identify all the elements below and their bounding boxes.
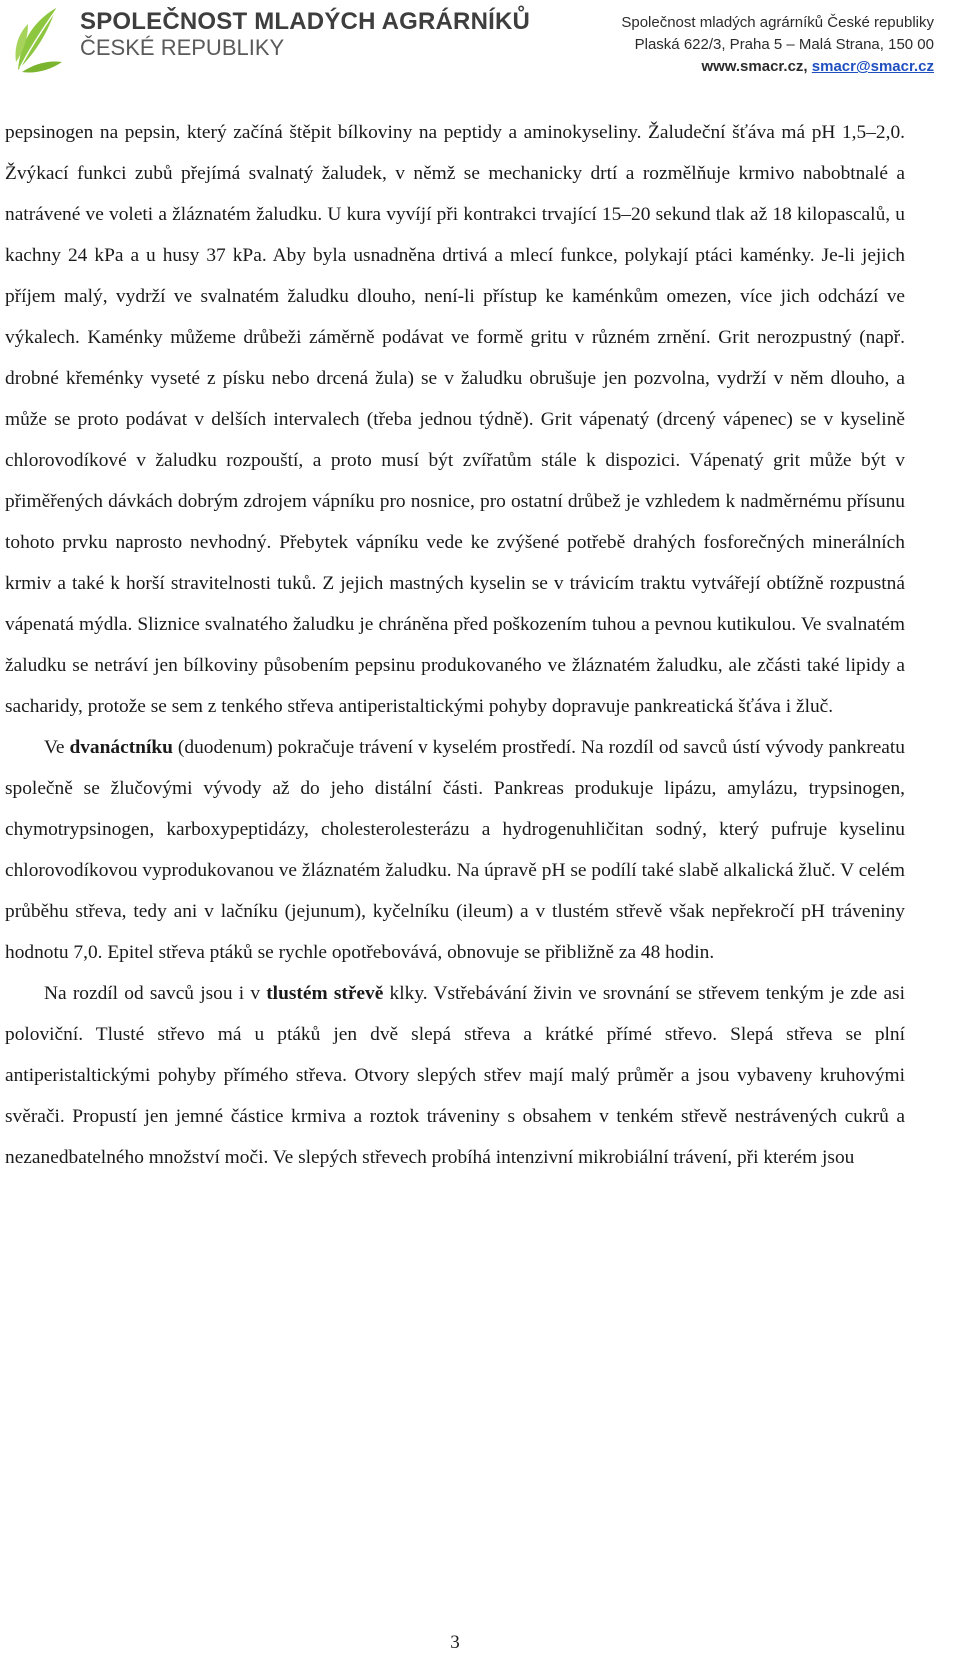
website-text: www.smacr.cz, <box>701 58 808 75</box>
wheat-leaf-logo-icon <box>10 4 66 74</box>
paragraph-stomach <box>5 112 905 727</box>
bold-term: dvanáctníku <box>69 737 173 758</box>
contact-address: Plaská 622/3, Praha 5 – Malá Strana, 150 00 <box>634 36 934 53</box>
paragraph-text: Ve <box>44 737 70 758</box>
paragraph-duodenum <box>5 727 905 973</box>
paragraph-text: (duodenum) pokračuje trávení v kyselém prostředí. Na rozdíl od savců ústí vývody pankreatu společně se žlučovými vývody až do jeho distální části. Pankreas produkuje lipázu, amylázu, trypsinogen, chymotrypsinogen, karboxypeptidázy, cholesterolesterázu a hydrogenuhličitan sodný, který pufruje kyselinu chlorovodíkovou vyprodukovanou ve žláznatém žaludku. Na úpravě pH se podílí také slabě alkalická žluč. V celém průběhu střeva, tedy ani v lačníku (jejunum), kyčelníku (ileum) a v tlustém střevě však nepřekročí pH tráveniny hodnotu 7,0. Epitel střeva ptáků se rychle opotřebovává, obnovuje se přibližně za 48 hodin. <box>5 737 905 963</box>
org-name-line2: ČESKÉ REPUBLIKY <box>80 35 285 60</box>
contact-block <box>621 12 934 78</box>
paragraph-large-intestine <box>5 973 905 1178</box>
bold-term: tlustém střevě <box>266 983 384 1004</box>
paragraph-text: Na rozdíl od savců jsou i v <box>44 983 267 1004</box>
paragraph-text: klky. Vstřebávání živin ve srovnání se střevem tenkým je zde asi poloviční. Tlusté střevo má u ptáků jen dvě slepá střeva a krátké přímé střevo. Slepá střeva se plní antiperistaltickými pohyby přímého střeva. Otvory slepých střev mají malý průměr a jsou vybaveny kruhovými svěrači. Propustí jen jemné částice krmiva a roztok tráveniny s obsahem v tenkém střevě nestrávených cukrů a nezanedbatelného množství moči. Ve slepých střevech probíhá intenzivní mikrobiální trávení, při kterém jsou <box>5 983 905 1168</box>
email-link[interactable]: smacr@smacr.cz <box>811 58 934 75</box>
contact-name: Společnost mladých agrárníků České republiky <box>621 14 934 31</box>
document-body <box>5 112 905 1178</box>
paragraph-text: pepsinogen na pepsin, který začíná štěpit bílkoviny na peptidy a aminokyseliny. Žaludeční šťáva má pH 1,5–2,0. Žvýkací funkci zubů přejímá svalnatý žaludek, v němž se mechanicky drtí a rozmělňuje krmivo nabobtnalé a natrávené ve voleti a žláznatém žaludku. U kura vyvíjí při kontrakci trvající 15–20 sekund tlak až 18 kilopascalů, u kachny 24 kPa a u husy 37 kPa. Aby byla usnadněna drtivá a mlecí funkce, polykají ptáci kaménky. Je-li jejich příjem malý, vydrží ve svalnatém žaludku dlouho, není-li přístup ke kaménkům omezen, více jich odchází ve výkalech. Kaménky můžeme drůbeži záměrně podávat ve formě gritu v různém zrnění. Grit nerozpustný (např. drobné křeménky vyseté z písku nebo drcená žula) se v žaludku obrušuje jen pozvolna, vydrží v něm dlouho, a může se proto podávat v delších intervalech (třeba jednou týdně). Grit vápenatý (drcený vápenec) se v kyselině chlorovodíkové v žaludku rozpouští, a proto musí být zvířatům stále k dispozici. Vápenatý grit může být v přiměřených dávkách dobrým zdrojem vápníku pro nosnice, pro ostatní drůbež je vzhledem k nadměrnému přísunu tohoto prvku naprosto nevhodný. Přebytek vápníku vede ke zvýšené potřebě drahých fosforečných minerálních krmiv a také k horší stravitelnosti tuků. Z jejich mastných kyselin se v trávicím traktu vytvářejí obtížně rozpustná vápenatá mýdla. Sliznice svalnatého žaludku je chráněna před poškozením tuhou a pevnou kutikulou. Ve svalnatém žaludku se netráví jen bílkoviny působením pepsinu produkovaného ve žláznatém žaludku, ale zčásti také lipidy a sacharidy, protože se sem z tenkého střeva antiperistaltickými pohyby dopravuje pankreatická šťáva i žluč. <box>5 122 905 717</box>
organization-name <box>80 10 530 59</box>
page-header <box>0 0 960 80</box>
org-name-line1: SPOLEČNOST MLADÝCH AGRÁRNÍKŮ <box>80 8 531 35</box>
page-number: 3 <box>450 1632 460 1653</box>
contact-web-line <box>621 56 934 78</box>
